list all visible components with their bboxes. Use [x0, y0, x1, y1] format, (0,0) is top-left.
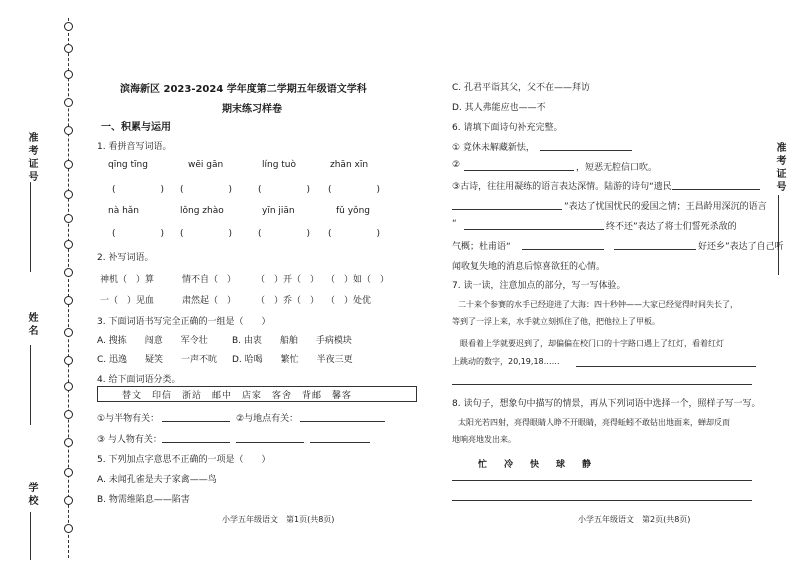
answer-line[interactable]: [522, 249, 604, 250]
exam-title: 滨海新区 2023-2024 学年度第二学期五年级语文学科: [120, 84, 367, 95]
answer-line[interactable]: [310, 442, 370, 443]
answer-line[interactable]: [452, 384, 752, 385]
question-7: 7. 读一读，注意加点的部分，写一写体验。: [452, 281, 626, 291]
answer-line[interactable]: [452, 209, 562, 210]
pinyin-3: líng tuò: [262, 160, 297, 170]
binding-hole: [64, 22, 73, 31]
section-heading: 一、积累与运用: [101, 122, 171, 133]
poem-line-2-tail: ，短恶无腔信口吹。: [576, 163, 658, 173]
poem-paragraph: 气概；杜甫语“: [452, 242, 511, 252]
category-1: ①与半物有关：: [97, 414, 160, 424]
poem-paragraph: ”表达了忧国忧民的爱国之情；王昌龄用深沉的语言: [564, 202, 767, 212]
answer-line[interactable]: [576, 366, 756, 367]
answer-line[interactable]: [452, 500, 752, 501]
word-choices: 忙 冷 快 球 静: [478, 460, 596, 470]
right-exam-id-line[interactable]: [778, 195, 779, 275]
answer-line[interactable]: [464, 170, 574, 171]
answer-line[interactable]: [236, 442, 304, 443]
answer-box[interactable]: ( ): [328, 185, 381, 195]
poem-paragraph: 终不还”表达了将士们誓死杀敌的: [606, 222, 737, 232]
name-line[interactable]: [30, 345, 31, 425]
binding-hole: [64, 44, 73, 53]
poem-paragraph: 好还乡”表达了自己听: [698, 242, 784, 252]
word-bank: 替文 印信 浙站 邮中 店家 客舍 背邮 馨客: [122, 391, 353, 401]
poem-paragraph: “: [452, 219, 457, 229]
answer-line[interactable]: [452, 480, 752, 481]
exam-subtitle: 期末练习样卷: [222, 104, 282, 115]
answer-line[interactable]: [464, 229, 604, 230]
exam-id-label: 准考证号: [26, 132, 37, 184]
answer-box[interactable]: ( ): [328, 229, 381, 239]
answer-line[interactable]: [162, 421, 230, 422]
fill-word[interactable]: （ ）处优: [326, 296, 372, 306]
page-footer: 小学五年级语文 第2页(共8页): [578, 515, 691, 524]
option-d[interactable]: D. 哈喝 繁忙 半夜三更: [232, 355, 353, 365]
question-4: 4. 给下面词语分类。: [97, 375, 181, 385]
reading-passage-2: 眼看着上学就要迟到了，却偏偏在校门口的十字路口遇上了红灯，看着红灯: [460, 339, 724, 348]
answer-line[interactable]: [162, 442, 230, 443]
poem-line-1: ① 竟休未解藏新怯，: [452, 143, 535, 153]
fill-word[interactable]: 肃然起（ ）: [182, 296, 237, 306]
category-2: ②与地点有关：: [236, 414, 299, 424]
question-2: 2. 补写词语。: [97, 253, 154, 263]
binding-hole: [64, 496, 73, 505]
answer-line[interactable]: [540, 150, 632, 151]
reading-passage-1: 二十来个参赛的水手已经迎进了大海：四十秒钟——大家已经觉得时间失长了，: [458, 300, 738, 309]
question-5: 5. 下列加点字意思不正确的一项是（ ）: [97, 455, 271, 465]
pinyin-1: qīng tīng: [108, 160, 148, 170]
poem-paragraph: 闻收复失地的消息后惊喜欲狂的心情。: [452, 262, 606, 272]
binding-hole: [64, 70, 73, 79]
binding-hole: [64, 296, 73, 305]
question-8: 8. 读句子，想象句中描写的情景，再从下列词语中选择一个，照样子写一写。: [452, 399, 761, 409]
fill-word[interactable]: （ ）乔（ ）: [256, 296, 320, 306]
fill-word[interactable]: （ ）开（ ）: [256, 275, 320, 285]
page-footer: 小学五年级语文 第1页(共8页): [222, 515, 335, 524]
pinyin-4: zhān xīn: [330, 160, 369, 170]
fill-word[interactable]: 情不自（ ）: [182, 275, 237, 285]
answer-box[interactable]: ( ): [258, 229, 311, 239]
poem-paragraph: ③古诗，往往用凝练的语言表达深情。陆游的诗句“遗民: [452, 182, 672, 192]
binding-hole: [64, 438, 73, 447]
binding-hole: [64, 214, 73, 223]
answer-box[interactable]: ( ): [180, 185, 233, 195]
binding-hole: [64, 98, 73, 107]
option-b[interactable]: B. 由衷 船舶 手病模块: [232, 336, 352, 346]
exam-id-line[interactable]: [30, 182, 31, 272]
fill-word[interactable]: 一（ ）见血: [100, 296, 155, 306]
reading-passage-3: 太阳光若四射，亮得眼睛人睁不开眼睛，亮得蚯蚓不敢钻出地面来，蝉却反而: [458, 418, 730, 427]
poem-line-2: ②: [452, 160, 461, 170]
question-1: 1. 看拼音写词语。: [97, 142, 172, 152]
option-d[interactable]: D. 其人弗能应也——不: [452, 103, 546, 113]
binding-hole: [64, 160, 73, 169]
fill-word[interactable]: （ ）如（ ）: [326, 275, 390, 285]
pinyin-7: yīn jiān: [262, 206, 295, 216]
answer-line[interactable]: [672, 189, 760, 190]
option-c[interactable]: C. 迅逸 疑笑 一声不吭: [97, 355, 218, 365]
question-6: 6. 请填下面诗句补充完整。: [452, 123, 563, 133]
pinyin-5: nà hǎn: [108, 206, 140, 216]
option-a[interactable]: A. 搜拣 闯意 军令壮: [97, 336, 208, 346]
name-label: 姓名: [26, 312, 37, 338]
option-a[interactable]: A. 未闻孔雀是夫子家禽——鸟: [97, 475, 217, 485]
school-line[interactable]: [30, 512, 31, 560]
reading-passage-1b: 等到了一浮上来，水手就立刻抓住了他，把他拉上了甲板。: [452, 317, 660, 326]
answer-box[interactable]: ( ): [180, 229, 233, 239]
reading-passage-2b: 上跳动的数字，20,19,18……: [452, 357, 560, 366]
question-3: 3. 下面词语书写完全正确的一组是（ ）: [97, 317, 271, 327]
answer-line[interactable]: [300, 421, 385, 422]
answer-box[interactable]: ( ): [258, 185, 311, 195]
binding-hole: [64, 190, 73, 199]
right-exam-id-label: 准考证号: [774, 142, 785, 194]
pinyin-2: wēi gān: [188, 160, 224, 170]
fill-word[interactable]: 神机（ ）算: [100, 275, 155, 285]
binding-hole: [64, 410, 73, 419]
binding-hole: [64, 240, 73, 249]
binding-hole: [64, 268, 73, 277]
reading-passage-3b: 地响亮地发出来。: [452, 435, 516, 444]
binding-hole: [64, 468, 73, 477]
pinyin-6: lǒng zhào: [180, 206, 224, 216]
answer-line[interactable]: [614, 249, 696, 250]
binding-hole: [64, 524, 73, 533]
school-label: 学校: [26, 482, 37, 508]
binding-hole: [64, 328, 73, 337]
option-c[interactable]: C. 孔君平诣其父，父不在——拜访: [452, 83, 591, 93]
pinyin-8: fǔ yǒng: [336, 206, 370, 216]
option-b[interactable]: B. 物需维陷息——陷害: [97, 495, 190, 505]
binding-hole: [64, 126, 73, 135]
answer-box[interactable]: ( ): [112, 185, 165, 195]
answer-box[interactable]: ( ): [112, 229, 165, 239]
binding-hole: [64, 356, 73, 365]
binding-hole: [64, 382, 73, 391]
category-3: ③ 与人物有关：: [97, 435, 162, 445]
